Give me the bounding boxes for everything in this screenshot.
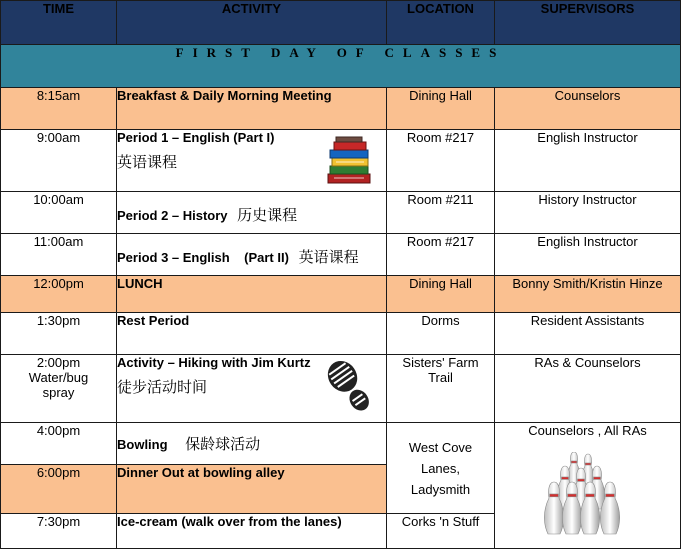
- activity-cell: [117, 192, 387, 234]
- activity-cell: Dinner Out at bowling alley: [117, 465, 387, 514]
- supervisor-cell: History Instructor: [495, 192, 681, 234]
- location-cell: Corks 'n Stuff: [387, 514, 495, 549]
- time-text: 2:00pm: [36, 355, 81, 370]
- activity-cell: [117, 423, 387, 465]
- time-cell: 1:30pm: [1, 313, 117, 355]
- location-cell: [387, 423, 495, 514]
- table-row: [1, 192, 681, 234]
- supervisor-cell: [495, 276, 681, 313]
- activity-text: Period 1 – English (Part I): [117, 130, 275, 145]
- time-cell: 4:00pm: [1, 423, 117, 465]
- table-row: [1, 234, 681, 276]
- table-row: [1, 88, 681, 130]
- activity-chinese: 英语课程: [117, 154, 178, 171]
- banner-title: FIRST DAY OF CLASSES: [1, 45, 681, 88]
- activity-text: Bowling: [117, 437, 168, 452]
- activity-chinese: 历史课程: [237, 207, 298, 224]
- time-cell: 9:00am: [1, 130, 117, 192]
- supervisor-cell: Resident Assistants: [495, 313, 681, 355]
- location-cell: Dining Hall: [387, 276, 495, 313]
- location-cell: Room #217: [387, 234, 495, 276]
- location-cell: Dining Hall: [387, 88, 495, 130]
- activity-text: Activity – Hiking with Jim Kurtz: [117, 355, 311, 370]
- activity-text: Period 3 – English (Part II): [117, 250, 289, 265]
- activity-chinese: 徒步活动时间: [117, 379, 208, 396]
- location-cell: Room #211: [387, 192, 495, 234]
- bowling-pins-icon: [542, 452, 630, 536]
- time-cell: 10:00am: [1, 192, 117, 234]
- supervisor-name: Bonny Smith/Kristin Hinze: [512, 276, 663, 291]
- header-time: TIME: [1, 1, 117, 45]
- time-cell: 6:00pm: [1, 465, 117, 514]
- activity-cell: LUNCH: [117, 276, 387, 313]
- supervisor-cell: RAs & Counselors: [495, 355, 681, 423]
- time-cell: 7:30pm: [1, 514, 117, 549]
- location-cell: Room #217: [387, 130, 495, 192]
- time-cell: [1, 355, 117, 423]
- supervisor-cell: Counselors: [495, 88, 681, 130]
- location-cell: Dorms: [387, 313, 495, 355]
- activity-cell: Ice-cream (walk over from the lanes): [117, 514, 387, 549]
- time-note: Water/bug spray: [28, 370, 89, 400]
- table-row: [1, 276, 681, 313]
- supervisor-cell: English Instructor: [495, 130, 681, 192]
- time-cell: 11:00am: [1, 234, 117, 276]
- supervisor-text: Counselors , All RAs: [528, 423, 647, 438]
- header-supervisors: SUPERVISORS: [495, 1, 681, 45]
- location-text: West Cove Lanes, Ladysmith: [408, 439, 473, 497]
- header-activity: ACTIVITY: [117, 1, 387, 45]
- activity-cell: [117, 234, 387, 276]
- activity-chinese: 英语课程: [298, 249, 359, 266]
- table-row: [1, 313, 681, 355]
- books-icon: [324, 136, 374, 186]
- time-cell: 12:00pm: [1, 276, 117, 313]
- supervisor-cell: English Instructor: [495, 234, 681, 276]
- location-cell: Sisters' Farm Trail: [387, 355, 495, 423]
- time-cell: 8:15am: [1, 88, 117, 130]
- hiking-boot-icon: [318, 356, 382, 418]
- activity-cell: Breakfast & Daily Morning Meeting: [117, 88, 387, 130]
- header-location: LOCATION: [387, 1, 495, 45]
- activity-cell: Rest Period: [117, 313, 387, 355]
- activity-text: Period 2 – History: [117, 208, 228, 223]
- activity-chinese: 保龄球活动: [185, 436, 261, 453]
